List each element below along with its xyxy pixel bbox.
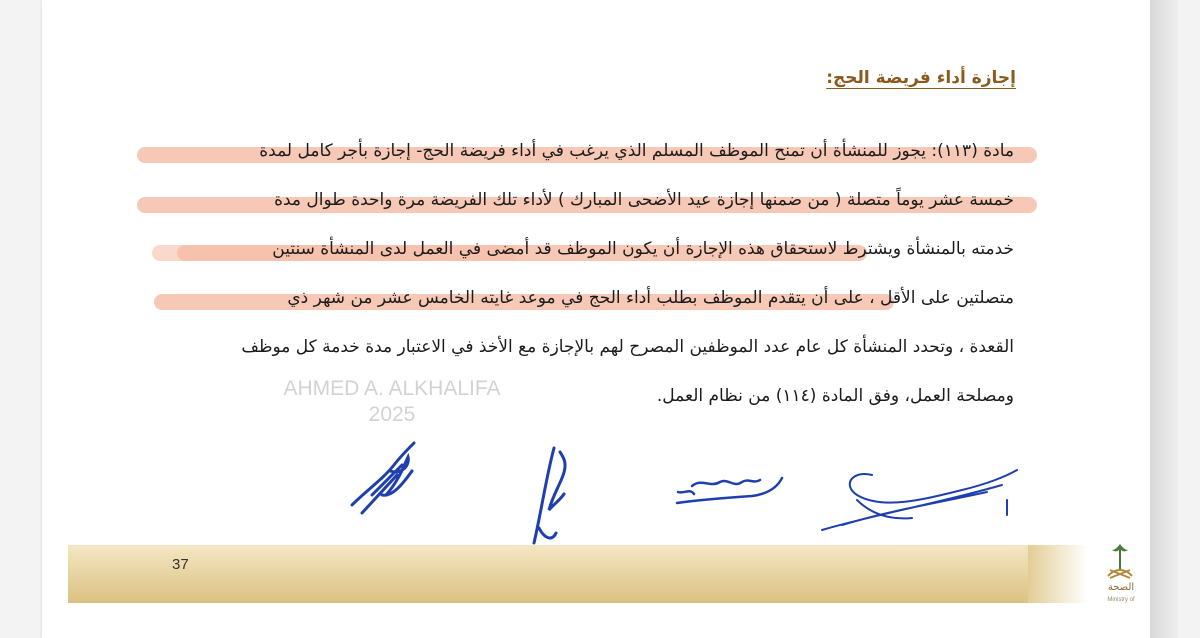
- watermark: [247, 376, 537, 428]
- footer-fade: [1028, 545, 1088, 603]
- text-line-6: ومصلحة العمل، وفق المادة (١١٤) من نظام العمل.: [656, 386, 1014, 406]
- signature-2: [524, 438, 584, 553]
- text-line-3: خدمته بالمنشأة ويشترط لاستحقاق هذه الإجازة أن يكون الموظف قد أمضى في العمل لدى المنشأة سنتين: [272, 239, 1014, 259]
- text-line-4: متصلتين على الأقل ، على أن يتقدم الموظف بطلب أداء الحج في موعد غايته الخامس عشر من شهر ذي: [287, 288, 1014, 308]
- text-line-1: مادة (١١٣): يجوز للمنشأة أن تمنح الموظف المسلم الذي يرغب في أداء فريضة الحج- إجازة بأجر كامل لمدة: [259, 141, 1014, 161]
- signature-3: [672, 458, 792, 518]
- article-body: [42, 0, 1150, 638]
- footer-band: [68, 545, 1028, 603]
- section-heading: إجازة أداء فريضة الحج:: [826, 68, 1016, 88]
- logo-text: الصحة: [1107, 582, 1135, 593]
- ministry-logo-icon: [1100, 540, 1140, 584]
- text-line-2: خمسة عشر يوماً متصلة ( من ضمنها إجازة عيد الأضحى المبارك ) لأداء تلك الفريضة مرة واحدة طوال مدة: [274, 190, 1014, 210]
- document-page: [42, 0, 1150, 638]
- logo-subtext: Ministry of: [1107, 597, 1135, 603]
- text-line-5: القعدة ، وتحدد المنشأة كل عام عدد الموظفين المصرح لهم بالإجازة مع الأخذ في الاعتبار مدة خدمة كل موظف: [241, 337, 1014, 357]
- page-edge: [1150, 0, 1178, 638]
- watermark-name: AHMED A. ALKHALIFA: [283, 377, 501, 400]
- signature-1: [342, 435, 432, 525]
- signature-4: [812, 460, 1022, 540]
- watermark-year: 2025: [368, 403, 416, 426]
- page-number: 37: [172, 556, 189, 573]
